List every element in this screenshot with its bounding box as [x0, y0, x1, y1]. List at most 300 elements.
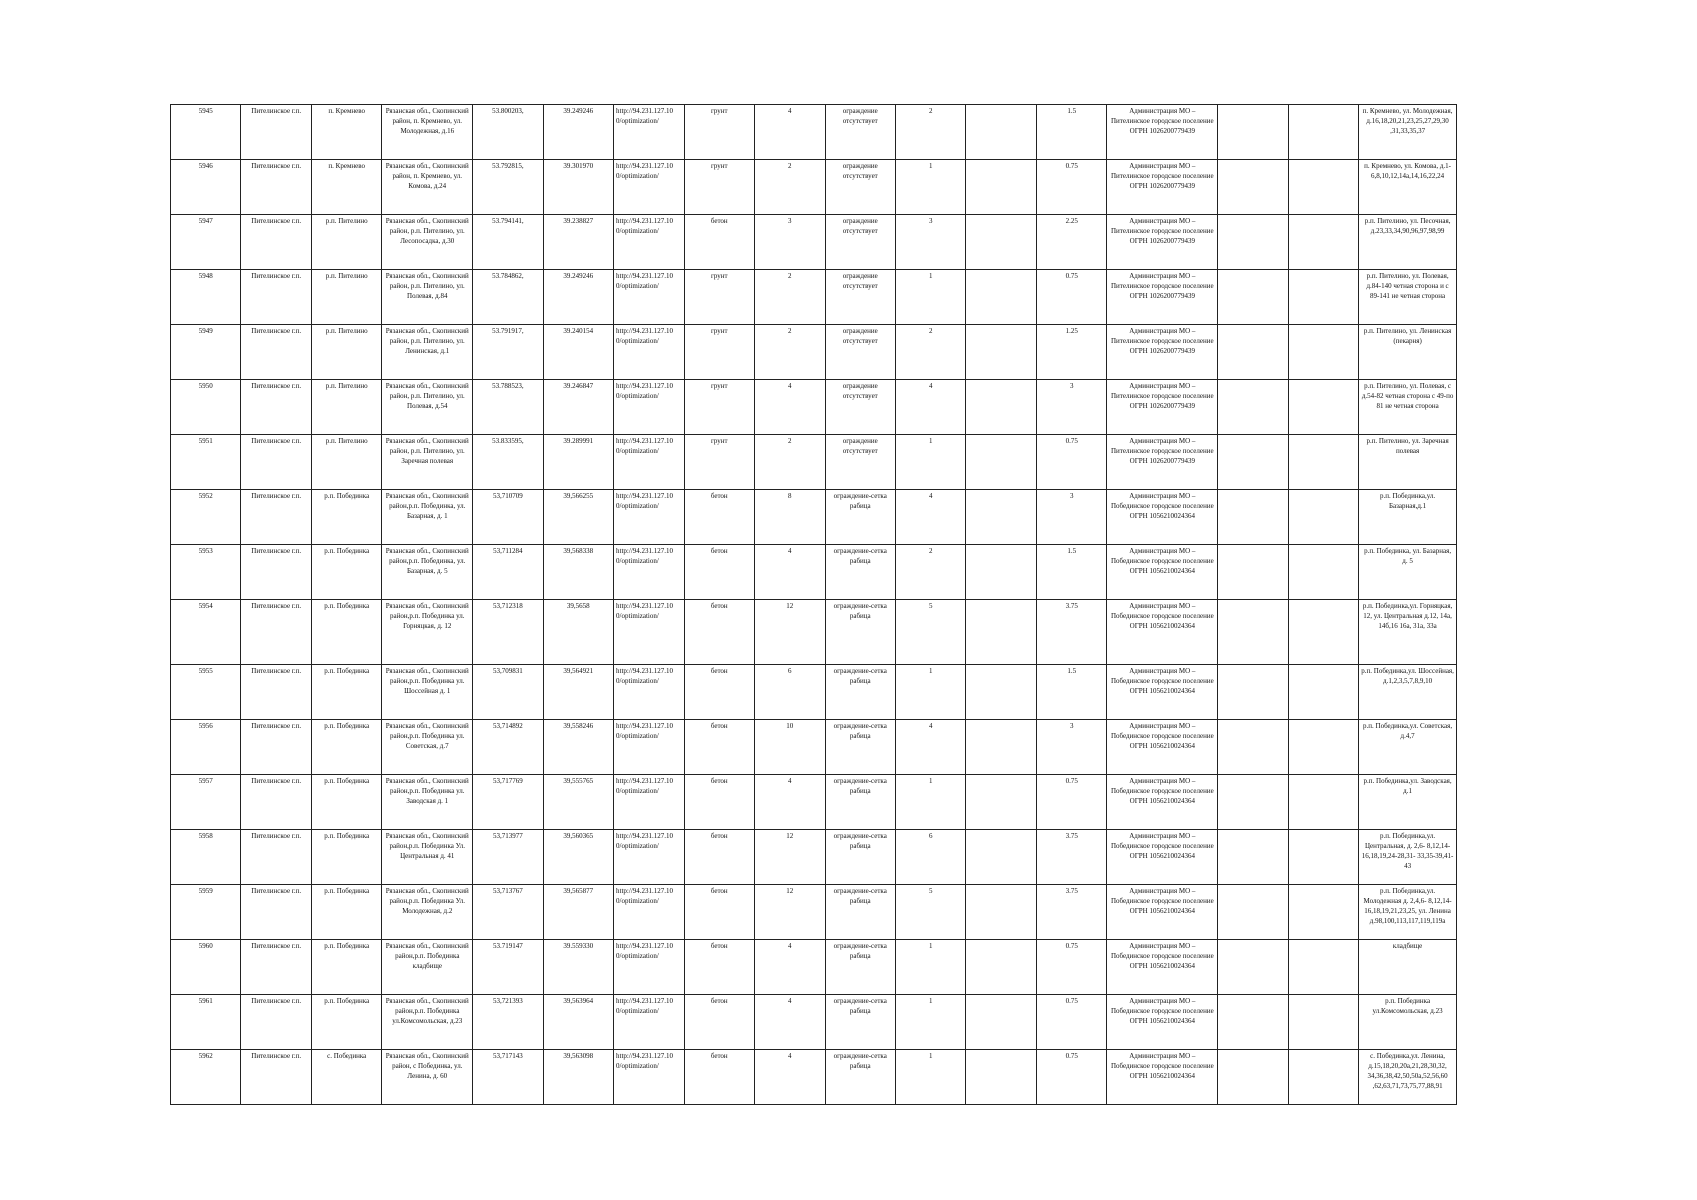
empty-cell: [966, 545, 1036, 600]
empty-cell: [1218, 1050, 1288, 1105]
containers-cell: 1: [895, 665, 965, 720]
empty-cell: [1288, 940, 1358, 995]
locality-cell: р.п. Побединка: [311, 665, 381, 720]
containers-cell: 5: [895, 885, 965, 940]
fence-cell: ограждение-сетка рабица: [825, 545, 895, 600]
latitude-cell: 53,721393: [473, 995, 543, 1050]
table-row: [171, 995, 1457, 1050]
locality-cell: р.п. Побединка: [311, 995, 381, 1050]
sources-cell: р.п. Пителино, ул. Полевая, д.84-140 четная сторона и с 89-141 не четная сторона: [1359, 270, 1457, 325]
table-row: [171, 270, 1457, 325]
empty-cell: [1288, 490, 1358, 545]
owner-cell: Администрация МО – Побединское городское поселение ОГРН 1056210024364: [1107, 775, 1218, 830]
surface-cell: бетон: [684, 490, 754, 545]
locality-cell: с. Побединка: [311, 1050, 381, 1105]
url-cell: http://94.231.127.10 0/optimization/: [614, 490, 684, 545]
volume-cell: 0.75: [1036, 270, 1106, 325]
address-cell: Рязанская обл., Скопинский район, р.п. Пителино, ул. Заречная полевая: [382, 435, 473, 490]
record-number: 5952: [171, 490, 241, 545]
empty-cell: [1288, 270, 1358, 325]
area-cell: 12: [755, 885, 825, 940]
owner-cell: Администрация МО – Пителинское городское поселение ОГРН 1026200779439: [1107, 215, 1218, 270]
fence-cell: ограждение-сетка рабица: [825, 885, 895, 940]
sources-cell: р.п. Побединка,ул. Заводская, д.1: [1359, 775, 1457, 830]
empty-cell: [1218, 490, 1288, 545]
table-row: [171, 1050, 1457, 1105]
table-row: [171, 830, 1457, 885]
sources-cell: п. Кремнево, ул. Молодежная, д.16,18,20,21,23,25,27,29,30 ,31,33,35,37: [1359, 105, 1457, 160]
table-row: [171, 720, 1457, 775]
latitude-cell: 53.719147: [473, 940, 543, 995]
empty-cell: [966, 940, 1036, 995]
settlement-cell: Пителинское г.п.: [241, 545, 311, 600]
empty-cell: [1218, 940, 1288, 995]
empty-cell: [966, 665, 1036, 720]
volume-cell: 3.75: [1036, 600, 1106, 665]
latitude-cell: 53.788523,: [473, 380, 543, 435]
table-row: [171, 885, 1457, 940]
table-row: [171, 775, 1457, 830]
settlement-cell: Пителинское г.п.: [241, 665, 311, 720]
empty-cell: [1218, 830, 1288, 885]
table-row: [171, 490, 1457, 545]
locality-cell: р.п. Побединка: [311, 490, 381, 545]
table-row: [171, 325, 1457, 380]
locality-cell: р.п. Побединка: [311, 720, 381, 775]
record-number: 5946: [171, 160, 241, 215]
fence-cell: ограждение-сетка рабица: [825, 830, 895, 885]
area-cell: 6: [755, 665, 825, 720]
empty-cell: [1218, 105, 1288, 160]
latitude-cell: 53,709831: [473, 665, 543, 720]
empty-cell: [1218, 995, 1288, 1050]
locality-cell: п. Кремнево: [311, 160, 381, 215]
fence-cell: ограждение отсутствует: [825, 215, 895, 270]
sources-cell: р.п. Побединка,ул. Советская, д.4,7: [1359, 720, 1457, 775]
containers-cell: 1: [895, 775, 965, 830]
longitude-cell: 39.289991: [543, 435, 613, 490]
owner-cell: Администрация МО – Пителинское городское поселение ОГРН 1026200779439: [1107, 270, 1218, 325]
locality-cell: р.п. Пителино: [311, 380, 381, 435]
settlement-cell: Пителинское г.п.: [241, 490, 311, 545]
empty-cell: [1288, 435, 1358, 490]
containers-cell: 2: [895, 545, 965, 600]
latitude-cell: 53.800203,: [473, 105, 543, 160]
url-cell: http://94.231.127.10 0/optimization/: [614, 885, 684, 940]
sources-cell: р.п. Пителино, ул. Песочная, д.23,33,34,90,96,97,98,99: [1359, 215, 1457, 270]
settlement-cell: Пителинское г.п.: [241, 720, 311, 775]
containers-cell: 1: [895, 995, 965, 1050]
owner-cell: Администрация МО – Побединское городское поселение ОГРН 1056210024364: [1107, 545, 1218, 600]
area-cell: 4: [755, 545, 825, 600]
containers-cell: 6: [895, 830, 965, 885]
record-number: 5957: [171, 775, 241, 830]
containers-cell: 2: [895, 105, 965, 160]
locality-cell: р.п. Пителино: [311, 435, 381, 490]
surface-cell: бетон: [684, 775, 754, 830]
volume-cell: 1.5: [1036, 545, 1106, 600]
address-cell: Рязанская обл., Скопинский район, р.п. Пителино, ул. Полевая, д.84: [382, 270, 473, 325]
record-number: 5948: [171, 270, 241, 325]
containers-cell: 1: [895, 1050, 965, 1105]
settlement-cell: Пителинское г.п.: [241, 215, 311, 270]
address-cell: Рязанская обл., Скопинский район, р.п. Пителино, ул. Полевая, д.54: [382, 380, 473, 435]
url-cell: http://94.231.127.10 0/optimization/: [614, 600, 684, 665]
locality-cell: р.п. Побединка: [311, 545, 381, 600]
url-cell: http://94.231.127.10 0/optimization/: [614, 105, 684, 160]
empty-cell: [1288, 325, 1358, 380]
fence-cell: ограждение отсутствует: [825, 270, 895, 325]
record-number: 5962: [171, 1050, 241, 1105]
surface-cell: бетон: [684, 830, 754, 885]
locality-cell: р.п. Пителино: [311, 325, 381, 380]
longitude-cell: 39,566255: [543, 490, 613, 545]
address-cell: Рязанская обл., Скопинский район,р.п. Побединка, ул. Базарная, д. 5: [382, 545, 473, 600]
empty-cell: [966, 380, 1036, 435]
url-cell: http://94.231.127.10 0/optimization/: [614, 720, 684, 775]
empty-cell: [1288, 160, 1358, 215]
empty-cell: [1218, 885, 1288, 940]
address-cell: Рязанская обл., Скопинский район,р.п. Побединка ул. Заводская д. 1: [382, 775, 473, 830]
longitude-cell: 39,560365: [543, 830, 613, 885]
latitude-cell: 53,714892: [473, 720, 543, 775]
table-row: [171, 665, 1457, 720]
empty-cell: [1288, 1050, 1358, 1105]
area-cell: 4: [755, 775, 825, 830]
table-row: [171, 160, 1457, 215]
fence-cell: ограждение-сетка рабица: [825, 775, 895, 830]
record-number: 5951: [171, 435, 241, 490]
surface-cell: бетон: [684, 940, 754, 995]
settlement-cell: Пителинское г.п.: [241, 270, 311, 325]
sources-cell: кладбище: [1359, 940, 1457, 995]
surface-cell: грунт: [684, 160, 754, 215]
volume-cell: 0.75: [1036, 775, 1106, 830]
url-cell: http://94.231.127.10 0/optimization/: [614, 160, 684, 215]
fence-cell: ограждение-сетка рабица: [825, 600, 895, 665]
url-cell: http://94.231.127.10 0/optimization/: [614, 1050, 684, 1105]
longitude-cell: 39.246847: [543, 380, 613, 435]
longitude-cell: 39,563098: [543, 1050, 613, 1105]
settlement-cell: Пителинское г.п.: [241, 380, 311, 435]
containers-cell: 4: [895, 720, 965, 775]
record-number: 5954: [171, 600, 241, 665]
owner-cell: Администрация МО – Пителинское городское поселение ОГРН 1026200779439: [1107, 435, 1218, 490]
volume-cell: 0.75: [1036, 940, 1106, 995]
longitude-cell: 39,5658: [543, 600, 613, 665]
owner-cell: Администрация МО – Пителинское городское поселение ОГРН 1026200779439: [1107, 105, 1218, 160]
surface-cell: бетон: [684, 665, 754, 720]
longitude-cell: 39,558246: [543, 720, 613, 775]
sources-cell: р.п. Побединка ул.Комсомольская, д.23: [1359, 995, 1457, 1050]
empty-cell: [966, 160, 1036, 215]
locality-cell: р.п. Побединка: [311, 600, 381, 665]
surface-cell: бетон: [684, 215, 754, 270]
area-cell: 4: [755, 940, 825, 995]
record-number: 5950: [171, 380, 241, 435]
longitude-cell: 39,555765: [543, 775, 613, 830]
record-number: 5955: [171, 665, 241, 720]
sources-cell: п. Кремнево, ул. Комова, д.1- 6,8,10,12,14а,14,16,22,24: [1359, 160, 1457, 215]
containers-cell: 1: [895, 160, 965, 215]
surface-cell: бетон: [684, 1050, 754, 1105]
url-cell: http://94.231.127.10 0/optimization/: [614, 830, 684, 885]
containers-cell: 1: [895, 270, 965, 325]
empty-cell: [966, 325, 1036, 380]
surface-cell: бетон: [684, 995, 754, 1050]
record-number: 5958: [171, 830, 241, 885]
settlement-cell: Пителинское г.п.: [241, 325, 311, 380]
settlement-cell: Пителинское г.п.: [241, 105, 311, 160]
table-row: [171, 435, 1457, 490]
empty-cell: [966, 270, 1036, 325]
address-cell: Рязанская обл., Скопинский район,р.п. Побединка ул. Советская, д.7: [382, 720, 473, 775]
address-cell: Рязанская обл., Скопинский район,р.п. Побединка, ул. Базарная, д. 1: [382, 490, 473, 545]
settlement-cell: Пителинское г.п.: [241, 940, 311, 995]
owner-cell: Администрация МО – Пителинское городское поселение ОГРН 1026200779439: [1107, 325, 1218, 380]
settlement-cell: Пителинское г.п.: [241, 830, 311, 885]
table-row: [171, 380, 1457, 435]
locality-cell: п. Кремнево: [311, 105, 381, 160]
sources-cell: р.п. Побединка, ул. Базарная, д. 5: [1359, 545, 1457, 600]
sources-cell: с. Побединка,ул. Ленина, д.15,18,20,20а,21,28,30,32, 34,36,38,42,50,50а,52,56,60 ,62,63,71,73,75,77,88,91: [1359, 1050, 1457, 1105]
fence-cell: ограждение-сетка рабица: [825, 720, 895, 775]
empty-cell: [966, 830, 1036, 885]
fence-cell: ограждение отсутствует: [825, 105, 895, 160]
fence-cell: ограждение-сетка рабица: [825, 940, 895, 995]
surface-cell: бетон: [684, 885, 754, 940]
longitude-cell: 39,564921: [543, 665, 613, 720]
fence-cell: ограждение отсутствует: [825, 435, 895, 490]
owner-cell: Администрация МО – Побединское городское поселение ОГРН 1056210024364: [1107, 940, 1218, 995]
longitude-cell: 39.559330: [543, 940, 613, 995]
url-cell: http://94.231.127.10 0/optimization/: [614, 270, 684, 325]
empty-cell: [1288, 720, 1358, 775]
fence-cell: ограждение-сетка рабица: [825, 490, 895, 545]
owner-cell: Администрация МО – Пителинское городское поселение ОГРН 1026200779439: [1107, 160, 1218, 215]
surface-cell: грунт: [684, 325, 754, 380]
area-cell: 4: [755, 1050, 825, 1105]
url-cell: http://94.231.127.10 0/optimization/: [614, 380, 684, 435]
latitude-cell: 53.833595,: [473, 435, 543, 490]
area-cell: 4: [755, 995, 825, 1050]
record-number: 5961: [171, 995, 241, 1050]
waste-sites-registry-table: [170, 104, 1457, 1105]
empty-cell: [966, 435, 1036, 490]
surface-cell: грунт: [684, 105, 754, 160]
record-number: 5945: [171, 105, 241, 160]
owner-cell: Администрация МО – Побединское городское поселение ОГРН 1056210024364: [1107, 600, 1218, 665]
record-number: 5953: [171, 545, 241, 600]
record-number: 5959: [171, 885, 241, 940]
fence-cell: ограждение отсутствует: [825, 380, 895, 435]
url-cell: http://94.231.127.10 0/optimization/: [614, 665, 684, 720]
record-number: 5960: [171, 940, 241, 995]
record-number: 5956: [171, 720, 241, 775]
owner-cell: Администрация МО – Побединское городское поселение ОГРН 1056210024364: [1107, 1050, 1218, 1105]
record-number: 5949: [171, 325, 241, 380]
latitude-cell: 53.791917,: [473, 325, 543, 380]
empty-cell: [1218, 325, 1288, 380]
locality-cell: р.п. Побединка: [311, 775, 381, 830]
address-cell: Рязанская обл., Скопинский район,р.п. Побединка ул.Комсомольская, д.23: [382, 995, 473, 1050]
containers-cell: 4: [895, 380, 965, 435]
containers-cell: 1: [895, 940, 965, 995]
owner-cell: Администрация МО – Побединское городское поселение ОГРН 1056210024364: [1107, 830, 1218, 885]
area-cell: 2: [755, 325, 825, 380]
latitude-cell: 53,712318: [473, 600, 543, 665]
volume-cell: 3.75: [1036, 830, 1106, 885]
settlement-cell: Пителинское г.п.: [241, 435, 311, 490]
owner-cell: Администрация МО – Побединское городское поселение ОГРН 1056210024364: [1107, 490, 1218, 545]
empty-cell: [1218, 380, 1288, 435]
latitude-cell: 53,717143: [473, 1050, 543, 1105]
fence-cell: ограждение отсутствует: [825, 160, 895, 215]
empty-cell: [1288, 600, 1358, 665]
address-cell: Рязанская обл., Скопинский район, р.п. Пителино, ул. Лесопосадка, д.30: [382, 215, 473, 270]
longitude-cell: 39.249246: [543, 270, 613, 325]
longitude-cell: 39.249246: [543, 105, 613, 160]
volume-cell: 1.5: [1036, 665, 1106, 720]
latitude-cell: 53,710709: [473, 490, 543, 545]
empty-cell: [1288, 215, 1358, 270]
empty-cell: [1218, 775, 1288, 830]
volume-cell: 3: [1036, 380, 1106, 435]
empty-cell: [1288, 545, 1358, 600]
owner-cell: Администрация МО – Побединское городское поселение ОГРН 1056210024364: [1107, 720, 1218, 775]
record-number: 5947: [171, 215, 241, 270]
sources-cell: р.п. Побединка,ул. Шоссейная, д.1,2,3,5,7,8,9,10: [1359, 665, 1457, 720]
locality-cell: р.п. Побединка: [311, 885, 381, 940]
locality-cell: р.п. Побединка: [311, 940, 381, 995]
volume-cell: 1.25: [1036, 325, 1106, 380]
url-cell: http://94.231.127.10 0/optimization/: [614, 435, 684, 490]
containers-cell: 4: [895, 490, 965, 545]
surface-cell: бетон: [684, 600, 754, 665]
url-cell: http://94.231.127.10 0/optimization/: [614, 545, 684, 600]
table-row: [171, 940, 1457, 995]
area-cell: 12: [755, 600, 825, 665]
empty-cell: [1288, 665, 1358, 720]
longitude-cell: 39,563964: [543, 995, 613, 1050]
latitude-cell: 53,713767: [473, 885, 543, 940]
owner-cell: Администрация МО – Побединское городское поселение ОГРН 1056210024364: [1107, 885, 1218, 940]
surface-cell: бетон: [684, 545, 754, 600]
area-cell: 2: [755, 435, 825, 490]
empty-cell: [1288, 380, 1358, 435]
empty-cell: [1288, 105, 1358, 160]
sources-cell: р.п. Побединка,ул. Горняцкая, 12, ул. Центральная д.12, 14а, 14б,16 16а, 31а, 33а: [1359, 600, 1457, 665]
latitude-cell: 53,711284: [473, 545, 543, 600]
table-row: [171, 105, 1457, 160]
latitude-cell: 53.792815,: [473, 160, 543, 215]
settlement-cell: Пителинское г.п.: [241, 995, 311, 1050]
empty-cell: [966, 1050, 1036, 1105]
volume-cell: 3: [1036, 720, 1106, 775]
address-cell: Рязанская обл., Скопинский район, п. Кремнево, ул. Молодежная, д.16: [382, 105, 473, 160]
fence-cell: ограждение-сетка рабица: [825, 665, 895, 720]
longitude-cell: 39.238827: [543, 215, 613, 270]
url-cell: http://94.231.127.10 0/optimization/: [614, 775, 684, 830]
empty-cell: [966, 885, 1036, 940]
empty-cell: [966, 775, 1036, 830]
settlement-cell: Пителинское г.п.: [241, 160, 311, 215]
table-row: [171, 215, 1457, 270]
empty-cell: [966, 600, 1036, 665]
empty-cell: [1288, 885, 1358, 940]
url-cell: http://94.231.127.10 0/optimization/: [614, 215, 684, 270]
empty-cell: [1218, 665, 1288, 720]
locality-cell: р.п. Побединка: [311, 830, 381, 885]
sources-cell: р.п. Побединка,ул. Молодежная д. 2,4,6- 8,12,14-16,18,19,21,23,25, ул. Ленина д.98,100,113,117,119,119а: [1359, 885, 1457, 940]
empty-cell: [966, 215, 1036, 270]
containers-cell: 5: [895, 600, 965, 665]
empty-cell: [966, 995, 1036, 1050]
url-cell: http://94.231.127.10 0/optimization/: [614, 325, 684, 380]
settlement-cell: Пителинское г.п.: [241, 885, 311, 940]
containers-cell: 3: [895, 215, 965, 270]
longitude-cell: 39.240154: [543, 325, 613, 380]
surface-cell: грунт: [684, 270, 754, 325]
area-cell: 4: [755, 380, 825, 435]
volume-cell: 0.75: [1036, 1050, 1106, 1105]
sources-cell: р.п. Пителино, ул. Заречная полевая: [1359, 435, 1457, 490]
volume-cell: 2.25: [1036, 215, 1106, 270]
address-cell: Рязанская обл., Скопинский район,р.п. Побединка ул. Горняцкая, д. 12: [382, 600, 473, 665]
volume-cell: 3: [1036, 490, 1106, 545]
latitude-cell: 53,713977: [473, 830, 543, 885]
sources-cell: р.п. Пителино, ул. Ленинская (пекарня): [1359, 325, 1457, 380]
empty-cell: [1288, 995, 1358, 1050]
area-cell: 3: [755, 215, 825, 270]
latitude-cell: 53.794141,: [473, 215, 543, 270]
surface-cell: бетон: [684, 720, 754, 775]
address-cell: Рязанская обл., Скопинский район, р.п. Пителино, ул. Ленинская, д.1: [382, 325, 473, 380]
empty-cell: [1218, 160, 1288, 215]
owner-cell: Администрация МО – Пителинское городское поселение ОГРН 1026200779439: [1107, 380, 1218, 435]
empty-cell: [1288, 775, 1358, 830]
area-cell: 12: [755, 830, 825, 885]
address-cell: Рязанская обл., Скопинский район, с Побединка, ул. Ленина, д. 60: [382, 1050, 473, 1105]
surface-cell: грунт: [684, 435, 754, 490]
settlement-cell: Пителинское г.п.: [241, 775, 311, 830]
owner-cell: Администрация МО – Побединское городское поселение ОГРН 1056210024364: [1107, 665, 1218, 720]
surface-cell: грунт: [684, 380, 754, 435]
longitude-cell: 39.301970: [543, 160, 613, 215]
empty-cell: [1218, 270, 1288, 325]
empty-cell: [1288, 830, 1358, 885]
empty-cell: [1218, 720, 1288, 775]
containers-cell: 1: [895, 435, 965, 490]
containers-cell: 2: [895, 325, 965, 380]
area-cell: 2: [755, 270, 825, 325]
area-cell: 8: [755, 490, 825, 545]
area-cell: 10: [755, 720, 825, 775]
empty-cell: [966, 105, 1036, 160]
sources-cell: р.п. Побединка,ул. Центральная, д. 2,6- 8,12,14-16,18,19,24-28,31- 33,35-39,41-43: [1359, 830, 1457, 885]
area-cell: 2: [755, 160, 825, 215]
empty-cell: [966, 720, 1036, 775]
fence-cell: ограждение-сетка рабица: [825, 995, 895, 1050]
longitude-cell: 39,568338: [543, 545, 613, 600]
settlement-cell: Пителинское г.п.: [241, 1050, 311, 1105]
table-row: [171, 600, 1457, 665]
volume-cell: 3.75: [1036, 885, 1106, 940]
address-cell: Рязанская обл., Скопинский район,р.п. Побединка Ул. Молодежная, д.2: [382, 885, 473, 940]
volume-cell: 0.75: [1036, 160, 1106, 215]
latitude-cell: 53,717769: [473, 775, 543, 830]
locality-cell: р.п. Пителино: [311, 270, 381, 325]
